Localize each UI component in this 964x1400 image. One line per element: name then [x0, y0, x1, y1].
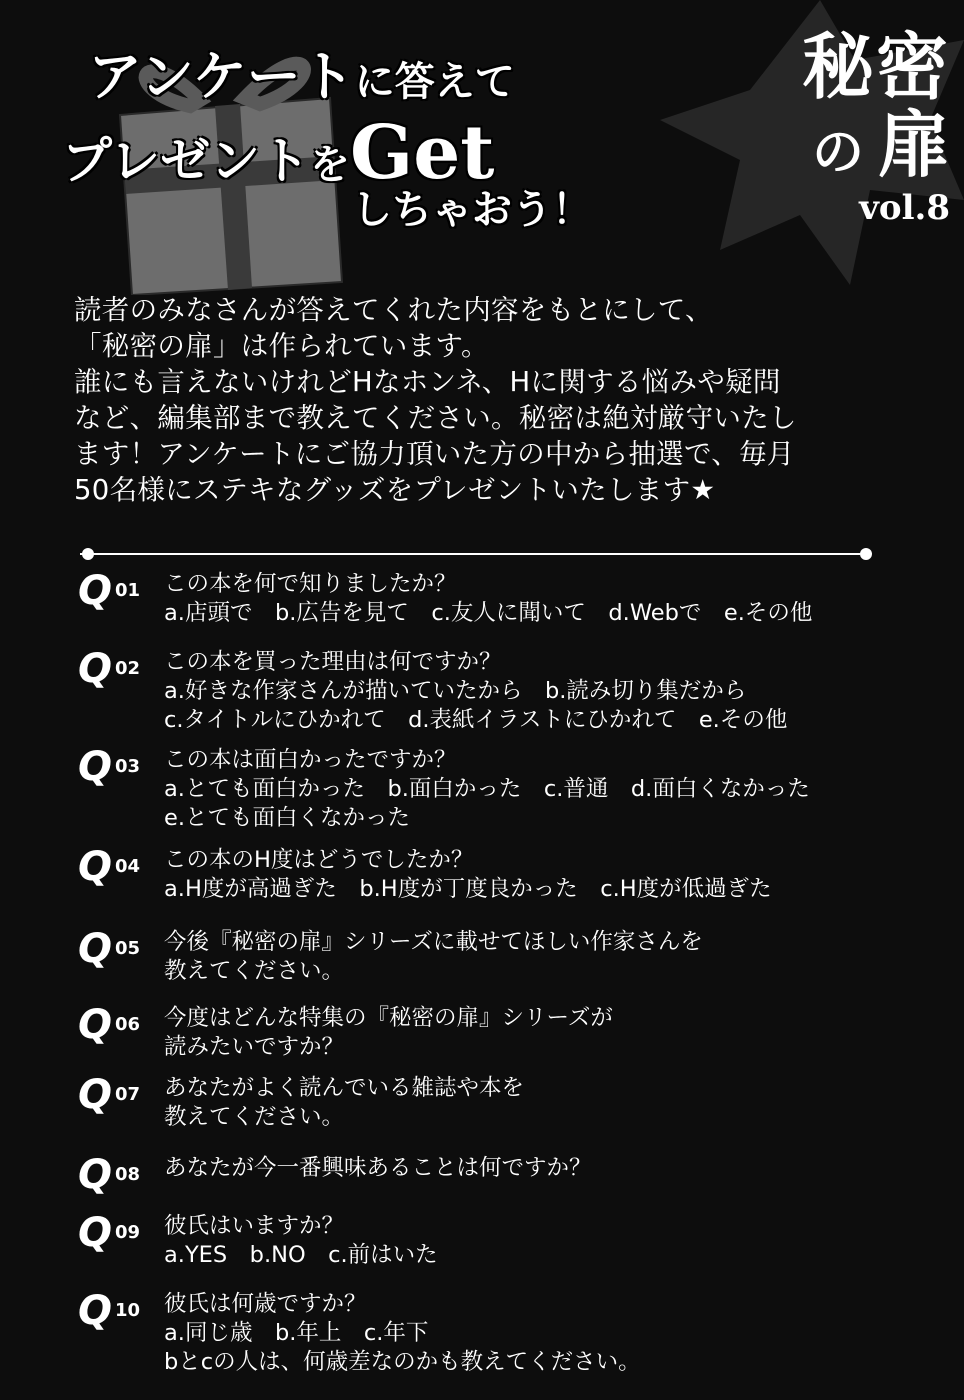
- question-badge: Q 03: [78, 744, 141, 790]
- question-options: a.YES b.NO c.前はいた: [164, 1242, 438, 1268]
- question-text: 彼氏はいますか？: [164, 1213, 345, 1239]
- question-08: [78, 1152, 898, 1198]
- question-badge: Q 04: [78, 844, 141, 890]
- headline-present: プレゼント: [62, 132, 310, 190]
- intro-paragraph: [74, 292, 894, 508]
- question-10: [78, 1290, 898, 1377]
- intro-line: 「秘密の扉」は作られています。: [74, 330, 489, 362]
- title-no: の: [811, 122, 864, 183]
- headline-answer: に答えて: [354, 59, 515, 105]
- question-badge: Q 06: [78, 1002, 141, 1048]
- headline-get: Get: [350, 110, 495, 196]
- question-06: [78, 1004, 898, 1062]
- intro-line: など、編集部まで教えてください。秘密は絶対厳守いたし: [74, 402, 797, 434]
- title-tobira: 扉: [877, 102, 950, 187]
- question-text: あなたがよく読んでいる雑誌や本を: [164, 1075, 525, 1101]
- question-09: [78, 1212, 898, 1270]
- question-options: a.好きな作家さんが描いていたから b.読み切り集だから: [164, 678, 747, 704]
- question-badge: Q 07: [78, 1072, 141, 1118]
- question-02: [78, 648, 898, 735]
- headline-survey: アンケート: [88, 45, 355, 108]
- question-badge: Q 08: [78, 1152, 141, 1198]
- question-text: この本は面白かったですか？: [164, 747, 457, 773]
- question-text: 彼氏は何歳ですか？: [164, 1291, 367, 1317]
- intro-line: 読者のみなさんが答えてくれた内容をもとにして、: [74, 294, 713, 326]
- headline-line-3: しちゃおう！: [352, 187, 592, 233]
- question-badge: Q 01: [78, 568, 141, 614]
- question-text: この本を何で知りましたか？: [164, 571, 457, 597]
- question-badge: Q 05: [78, 926, 141, 972]
- question-05: [78, 928, 898, 986]
- question-options: 読みたいですか？: [164, 1034, 345, 1060]
- section-divider: [62, 550, 874, 554]
- question-04: [78, 846, 898, 904]
- question-03: [78, 746, 898, 833]
- intro-line: 誰にも言えないけれどHなホンネ、Hに関する悩みや疑問: [74, 366, 781, 398]
- question-options: c.タイトルにひかれて d.表紙イラストにひかれて e.その他: [164, 707, 788, 733]
- question-options: 教えてください。: [164, 958, 345, 984]
- question-options: e.とても面白くなかった: [164, 805, 410, 831]
- question-text: 今度はどんな特集の『秘密の扉』シリーズが: [164, 1005, 613, 1031]
- question-text: この本のH度はどうでしたか？: [164, 847, 474, 873]
- question-text: この本を買った理由は何ですか？: [164, 649, 502, 675]
- question-text: 今後『秘密の扉』シリーズに載せてほしい作家さんを: [164, 929, 703, 955]
- question-07: [78, 1074, 898, 1132]
- magazine-title: [740, 24, 950, 228]
- headline-particle: を: [310, 142, 350, 188]
- question-text: あなたが今一番興味あることは何ですか？: [164, 1155, 592, 1181]
- title-line-2: [740, 102, 950, 192]
- question-badge: Q 02: [78, 646, 141, 692]
- question-badge: Q 10: [78, 1288, 141, 1334]
- question-badge: Q 09: [78, 1210, 141, 1256]
- headline-line-1: [88, 34, 515, 111]
- intro-line: 50名様にステキなグッズをプレゼントいたします★: [74, 474, 716, 506]
- question-options: a.同じ歳 b.年上 c.年下: [164, 1320, 429, 1346]
- volume-number: vol.8: [859, 188, 950, 228]
- question-options: a.店頭で b.広告を見て c.友人に聞いて d.Webで e.その他: [164, 600, 813, 626]
- question-options: a.H度が高過ぎた b.H度が丁度良かった c.H度が低過ぎた: [164, 876, 772, 902]
- intro-line: ます！アンケートにご協力頂いた方の中から抽選で、毎月: [74, 438, 795, 470]
- question-options: a.とても面白かった b.面白かった c.普通 d.面白くなかった: [164, 776, 810, 802]
- question-options: bとcの人は、何歳差なのかも教えてください。: [164, 1349, 641, 1375]
- question-options: 教えてください。: [164, 1104, 345, 1130]
- title-himitsu: 秘密: [801, 24, 950, 109]
- question-01: [78, 570, 898, 628]
